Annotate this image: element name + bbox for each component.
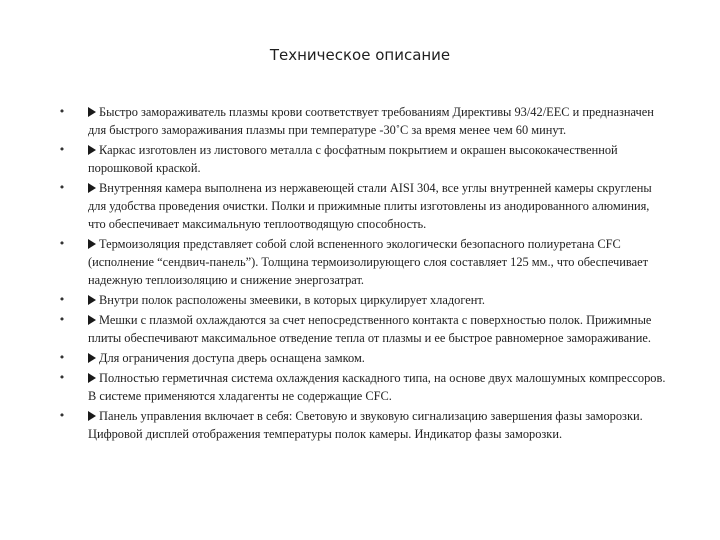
slide-title: Техническое описание [269, 46, 451, 64]
list-item [58, 235, 670, 289]
list-item [58, 141, 670, 177]
list-item [58, 311, 670, 347]
list-item-text: Для ограничения доступа дверь оснащена замком. [99, 351, 365, 365]
list-item [58, 407, 670, 443]
triangle-arrow-icon [88, 353, 96, 363]
list-item [58, 179, 670, 233]
bullet-list [58, 103, 670, 445]
triangle-arrow-icon [88, 145, 96, 155]
list-item-text: Панель управления включает в себя: Световую и звуковую сигнализацию завершения фазы заморозки. Цифровой дисплей отображения температуры полок камеры. Индикатор фазы заморозки. [88, 409, 643, 441]
triangle-arrow-icon [88, 295, 96, 305]
list-item [58, 103, 670, 139]
list-item [58, 349, 670, 367]
list-item-text: Мешки с плазмой охлаждаются за счет непосредственного контакта с поверхностью полок. Прижимные плиты обеспечивают максимальное отведение тепла от плазмы и ее быстрое равномерное замораживание. [88, 313, 652, 345]
list-item [58, 369, 670, 405]
list-item-text: Термоизоляция представляет собой слой вспененного экологически безопасного полиуретана CFC (исполнение “сендвич-панель”). Толщина термоизолирующего слоя составляет 125 мм., что обеспечивает надежную теплоизоляцию и снижение энергозатрат. [88, 237, 648, 287]
bullet-dot-icon: • [58, 409, 66, 422]
bullet-dot-icon: • [58, 371, 66, 384]
triangle-arrow-icon [88, 239, 96, 249]
list-item [58, 291, 670, 309]
bullet-dot-icon: • [58, 351, 66, 364]
list-item-text: Каркас изготовлен из листового металла с фосфатным покрытием и окрашен высококачественной порошковой краской. [88, 143, 618, 175]
triangle-arrow-icon [88, 107, 96, 117]
list-item-text: Внутренняя камера выполнена из нержавеющей стали AISI 304, все углы внутренней камеры скруглены для удобства проведения очистки. Полки и прижимные плиты изготовлены из анодированного алюминия, что обеспечивает максимальную теплоотводящую способность. [88, 181, 652, 231]
bullet-dot-icon: • [58, 143, 66, 156]
triangle-arrow-icon [88, 315, 96, 325]
list-item-text: Полностью герметичная система охлаждения каскадного типа, на основе двух малошумных компрессоров. В системе применяются хладагенты не содержащие CFC. [88, 371, 666, 403]
bullet-dot-icon: • [58, 313, 66, 326]
bullet-dot-icon: • [58, 105, 66, 118]
bullet-dot-icon: • [58, 181, 66, 194]
triangle-arrow-icon [88, 183, 96, 193]
bullet-dot-icon: • [58, 237, 66, 250]
list-item-text: Быстро замораживатель плазмы крови соответствует требованиям Директивы 93/42/ЕЕС и предназначен для быстрого замораживания плазмы при температуре -30˚С за время менее чем 60 минут. [88, 105, 654, 137]
bullet-dot-icon: • [58, 293, 66, 306]
list-item-text: Внутри полок расположены змеевики, в которых циркулирует хладогент. [99, 293, 485, 307]
triangle-arrow-icon [88, 373, 96, 383]
triangle-arrow-icon [88, 411, 96, 421]
